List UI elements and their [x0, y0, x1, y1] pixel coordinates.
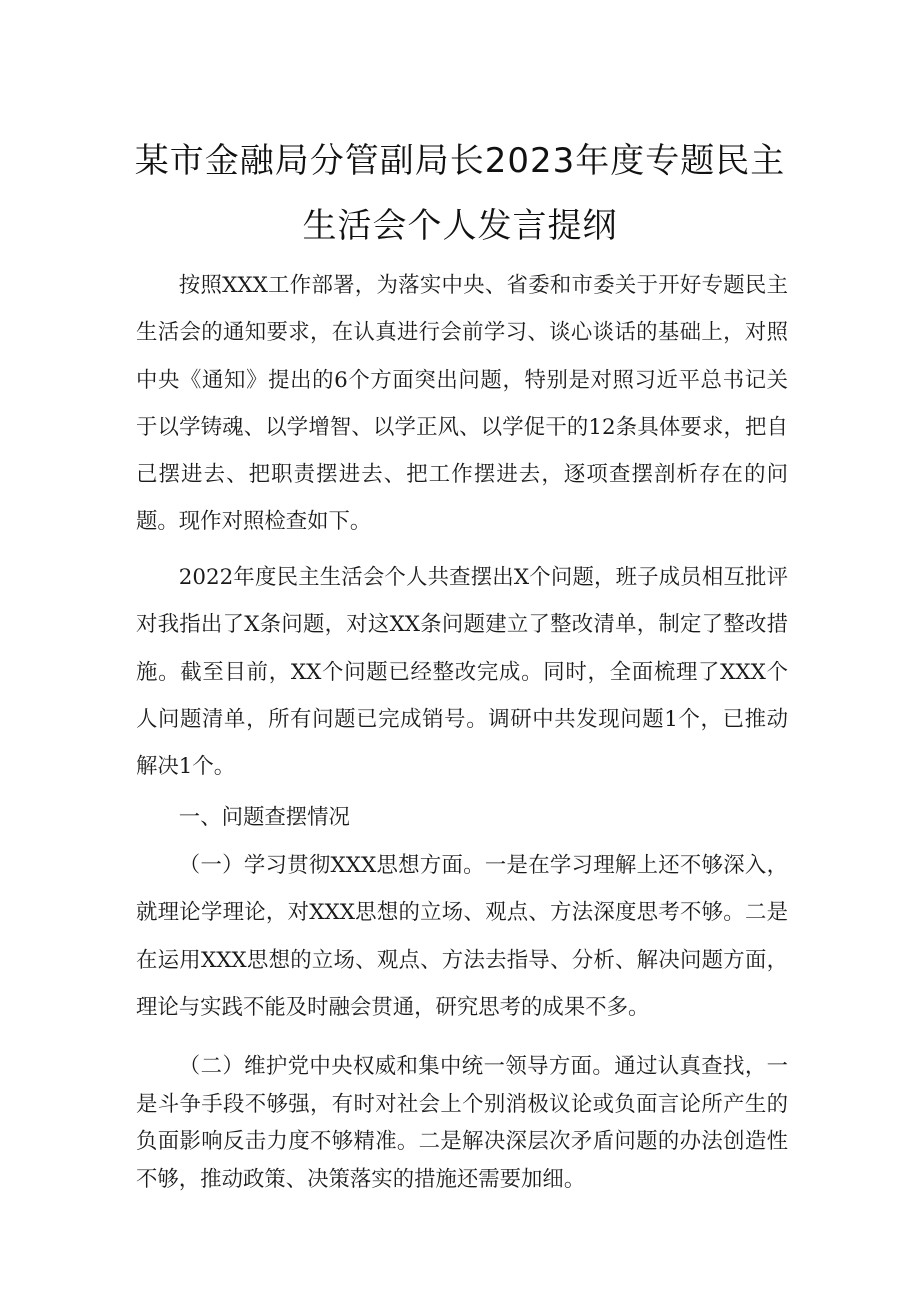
paragraph-intro: 按照XXX工作部署，为落实中央、省委和市委关于开好专题民主生活会的通知要求，在认真进行会前学习、谈心谈话的基础上，对照中央《通知》提出的6个方面突出问题，特别是对照习近平总书记关于以学铸魂、以学增智、以学正风、以学促干的12条具体要求，把自己摆进去、把职责摆进去、把工作摆进去，逐项查摆剖析存在的问题。现作对照检查如下。: [136, 273, 788, 535]
section-paragraph-1: （一）学习贯彻XXX思想方面。一是在学习理解上还不够深入，就理论学理论，对XXX思想的立场、观点、方法深度思考不够。二是在运用XXX思想的立场、观点、方法去指导、分析、解决问题方面，理论与实践不能及时融会贯通，研究思考的成果不多。: [136, 853, 788, 1020]
section-paragraph-2: （二）维护党中央权威和集中统一领导方面。通过认真查找，一是斗争手段不够强，有时对社会上个别消极议论或负面言论所产生的负面影响反击力度不够精准。二是解决深层次矛盾问题的办法创造性不够，推动政策、决策落实的措施还需要加细。: [136, 1054, 788, 1192]
document-title-line-1: 某市金融局分管副局长2023年度专题民主: [134, 141, 786, 181]
section-heading: 一、问题查摆情况: [178, 805, 350, 830]
paragraph-previous-review: 2022年度民主生活会个人共查摆出X个问题，班子成员相互批评对我指出了X条问题，对这XX条问题建立了整改清单，制定了整改措施。截至目前，XX个问题已经整改完成。同时，全面梳理了XXX个人问题清单，所有问题已完成销号。调研中共发现问题1个，已推动解决1个。: [136, 565, 788, 780]
document-title-line-2: 生活会个人发言提纲: [302, 206, 618, 246]
